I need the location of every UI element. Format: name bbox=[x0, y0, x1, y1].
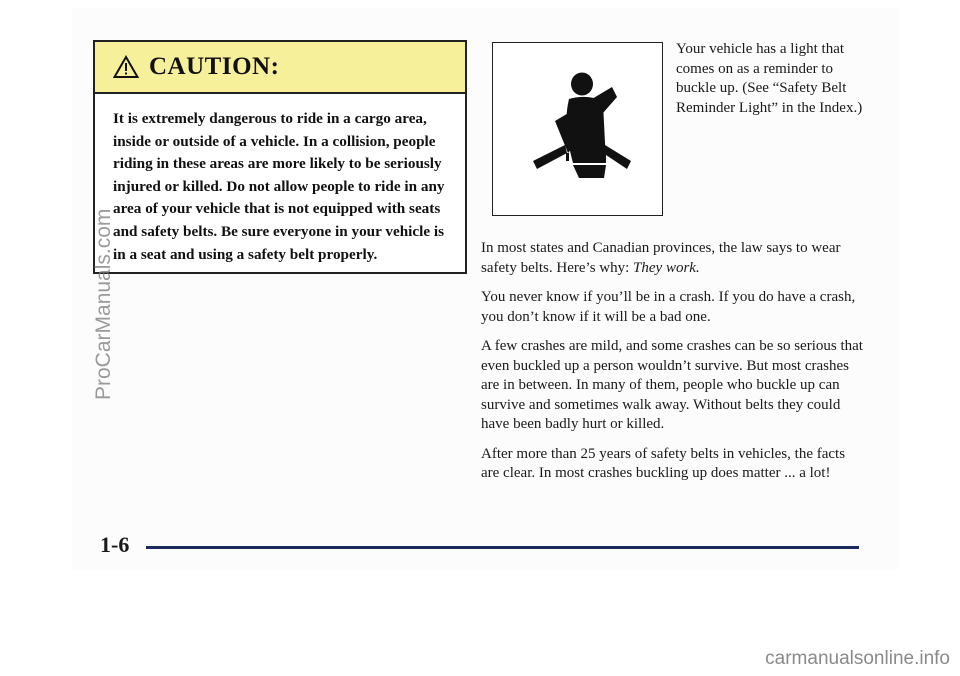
paragraph-4: After more than 25 years of safety belts in vehicles, the facts are clear. In most crashes buckling up does matter ... a lot! bbox=[481, 445, 846, 481]
warning-triangle-icon bbox=[113, 55, 139, 79]
caution-text: It is extremely dangerous to ride in a cargo area, inside or outside of a vehicle. In a collision, people riding in these areas are more likely to be seriously injured or killed. Do not allow people to ride in any area of your vehicle that is not equipped with seats and safety belts. Be sure everyone in your vehicle is in a seat and using a safety belt properly. bbox=[113, 110, 445, 263]
caution-title: CAUTION: bbox=[149, 53, 280, 80]
seatbelt-person-icon bbox=[493, 43, 664, 217]
paragraph-1-emphasis: They work. bbox=[633, 259, 700, 276]
paragraph-3: A few crashes are mild, and some crashes can be so serious that even buckled up a person wouldn’t survive. But most crashes are in between. In many of them, people who buckle up can survive and sometimes walk away. Without belts they could have been badly hurt or killed. bbox=[481, 338, 863, 432]
reminder-light-text: Your vehicle has a light that comes on as a reminder to buckle up. (See “Safety Belt Reminder Light” in the Index.) bbox=[676, 41, 863, 116]
body-text bbox=[481, 239, 866, 494]
bottom-watermark: carmanualsonline.info bbox=[765, 648, 950, 669]
page-number: 1-6 bbox=[100, 532, 130, 557]
caution-header bbox=[95, 42, 465, 94]
caution-box bbox=[93, 40, 467, 274]
safety-belt-illustration bbox=[492, 42, 663, 216]
paragraph-2: You never know if you’ll be in a crash. If you do have a crash, you don’t know if it will be a bad one. bbox=[481, 289, 856, 325]
paragraph-1 bbox=[481, 239, 866, 278]
paragraph-1-text: In most states and Canadian provinces, the law says to wear safety belts. Here’s why: bbox=[481, 240, 841, 276]
side-watermark: ProCarManuals.com bbox=[92, 208, 115, 400]
footer-rule bbox=[146, 546, 859, 549]
